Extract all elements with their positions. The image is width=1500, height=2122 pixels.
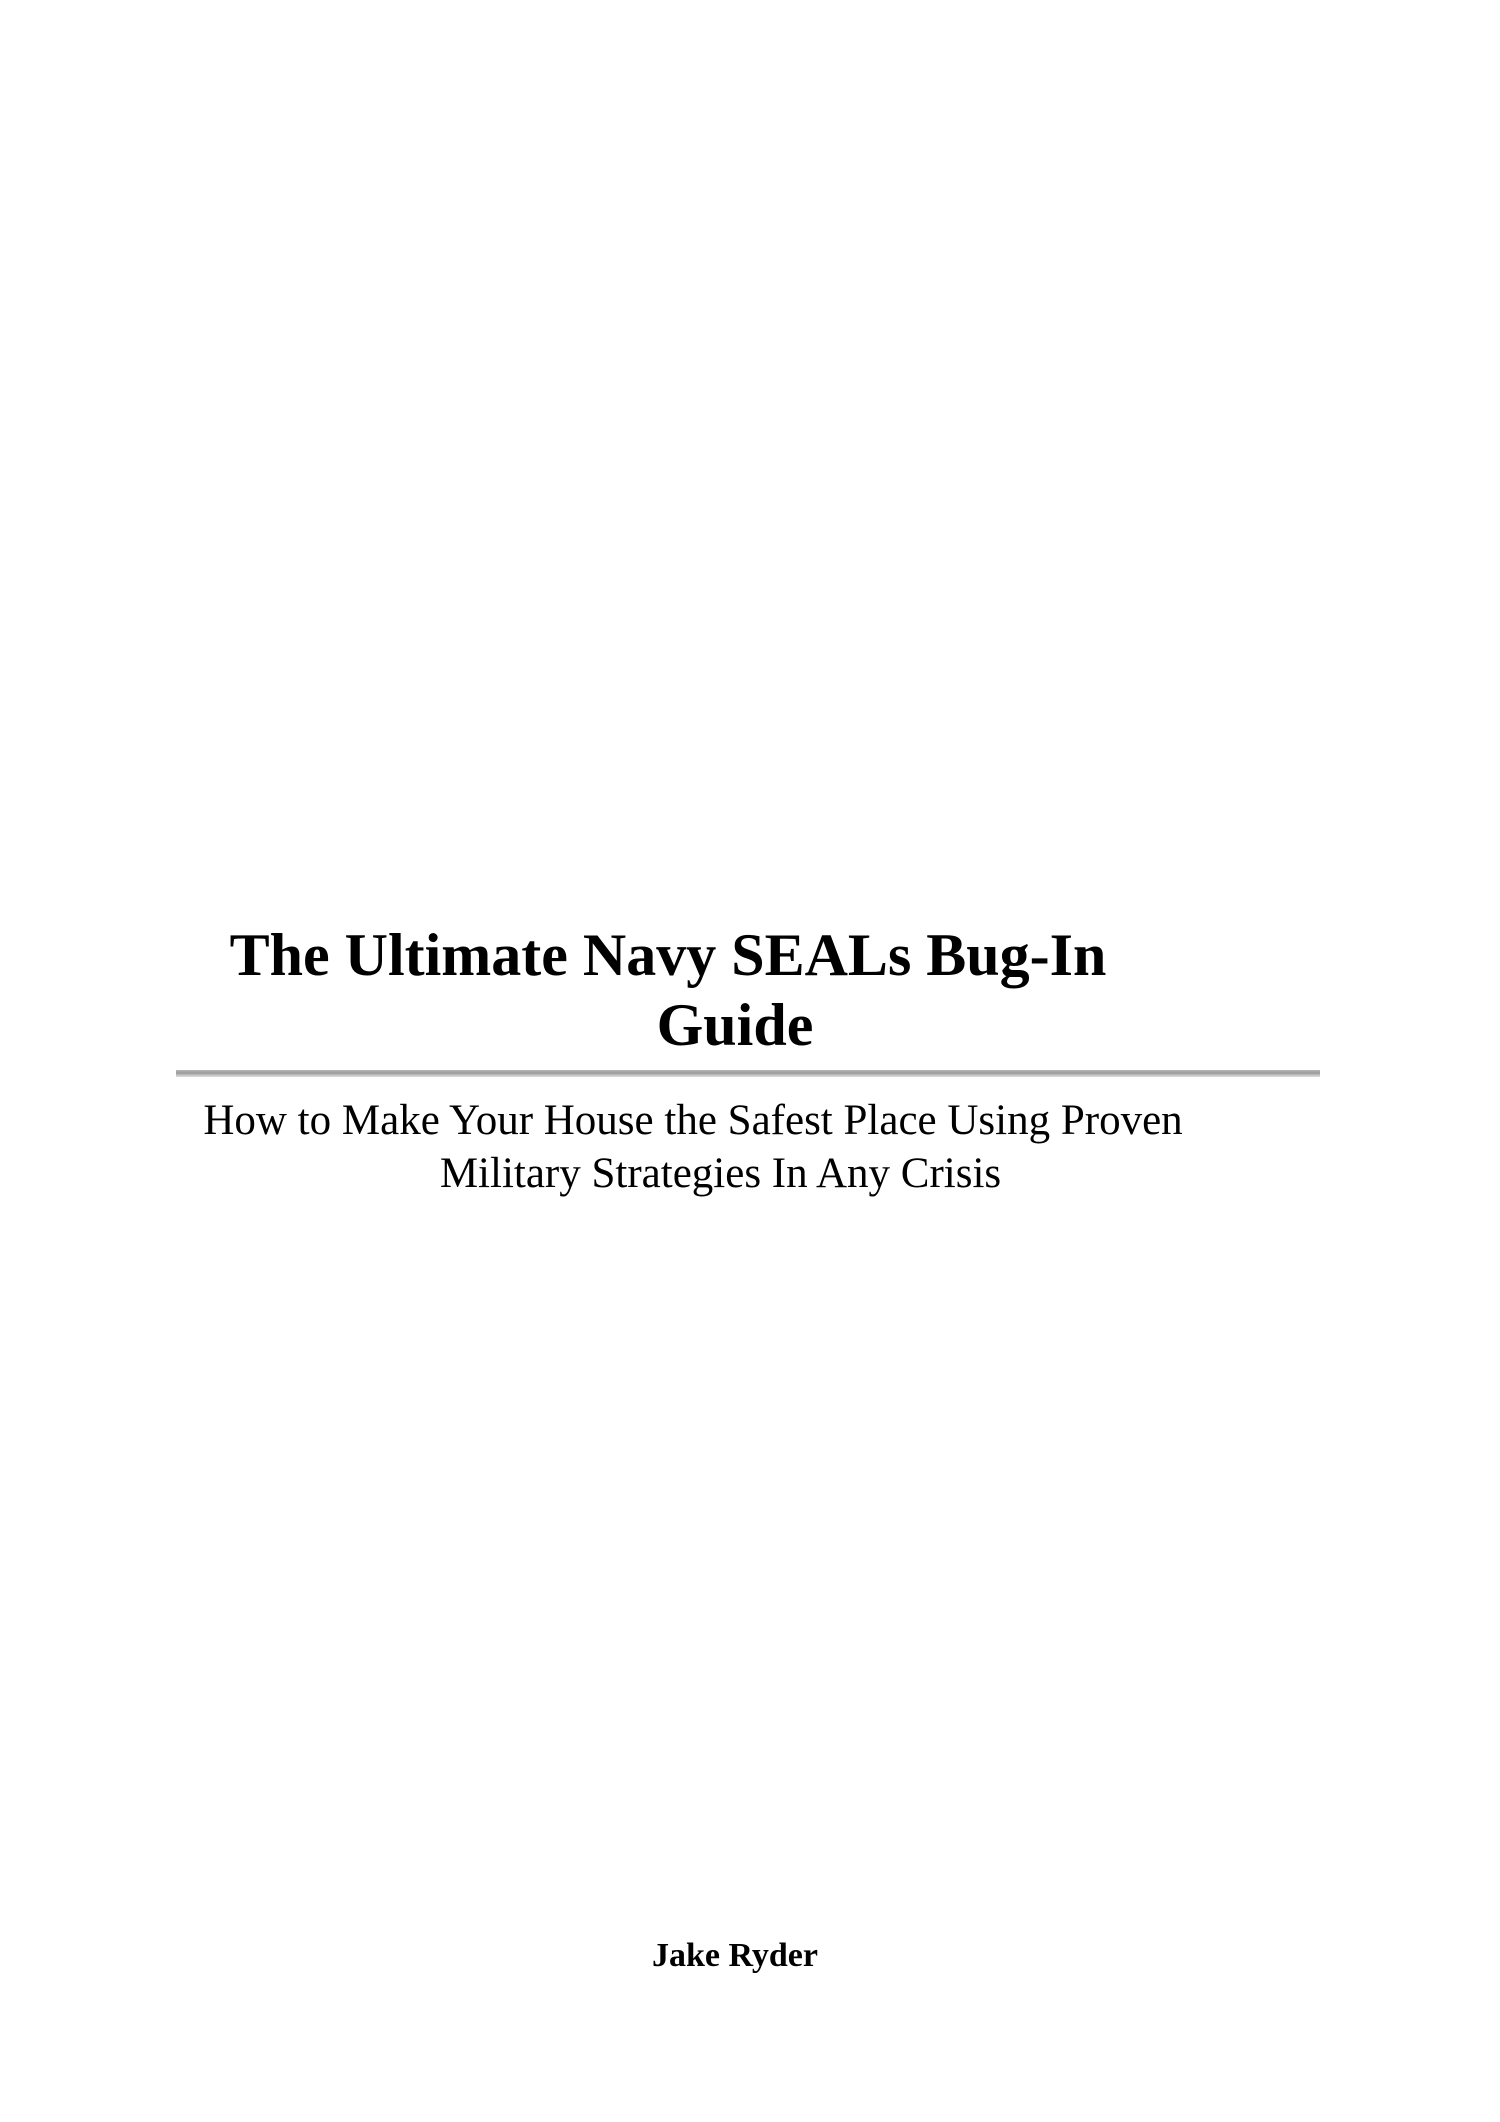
author-name: Jake Ryder bbox=[652, 1937, 818, 1974]
book-title bbox=[176, 920, 1320, 1060]
title-divider-rule bbox=[176, 1070, 1320, 1077]
book-subtitle-line2: Military Strategies In Any Crisis bbox=[439, 1150, 1002, 1197]
book-title-line2: Guide bbox=[656, 992, 814, 1058]
book-title-line1: The Ultimate Navy SEALs Bug-In bbox=[229, 922, 1107, 988]
book-subtitle bbox=[176, 1094, 1320, 1200]
book-subtitle-line1: How to Make Your House the Safest Place Using Proven bbox=[203, 1097, 1183, 1144]
